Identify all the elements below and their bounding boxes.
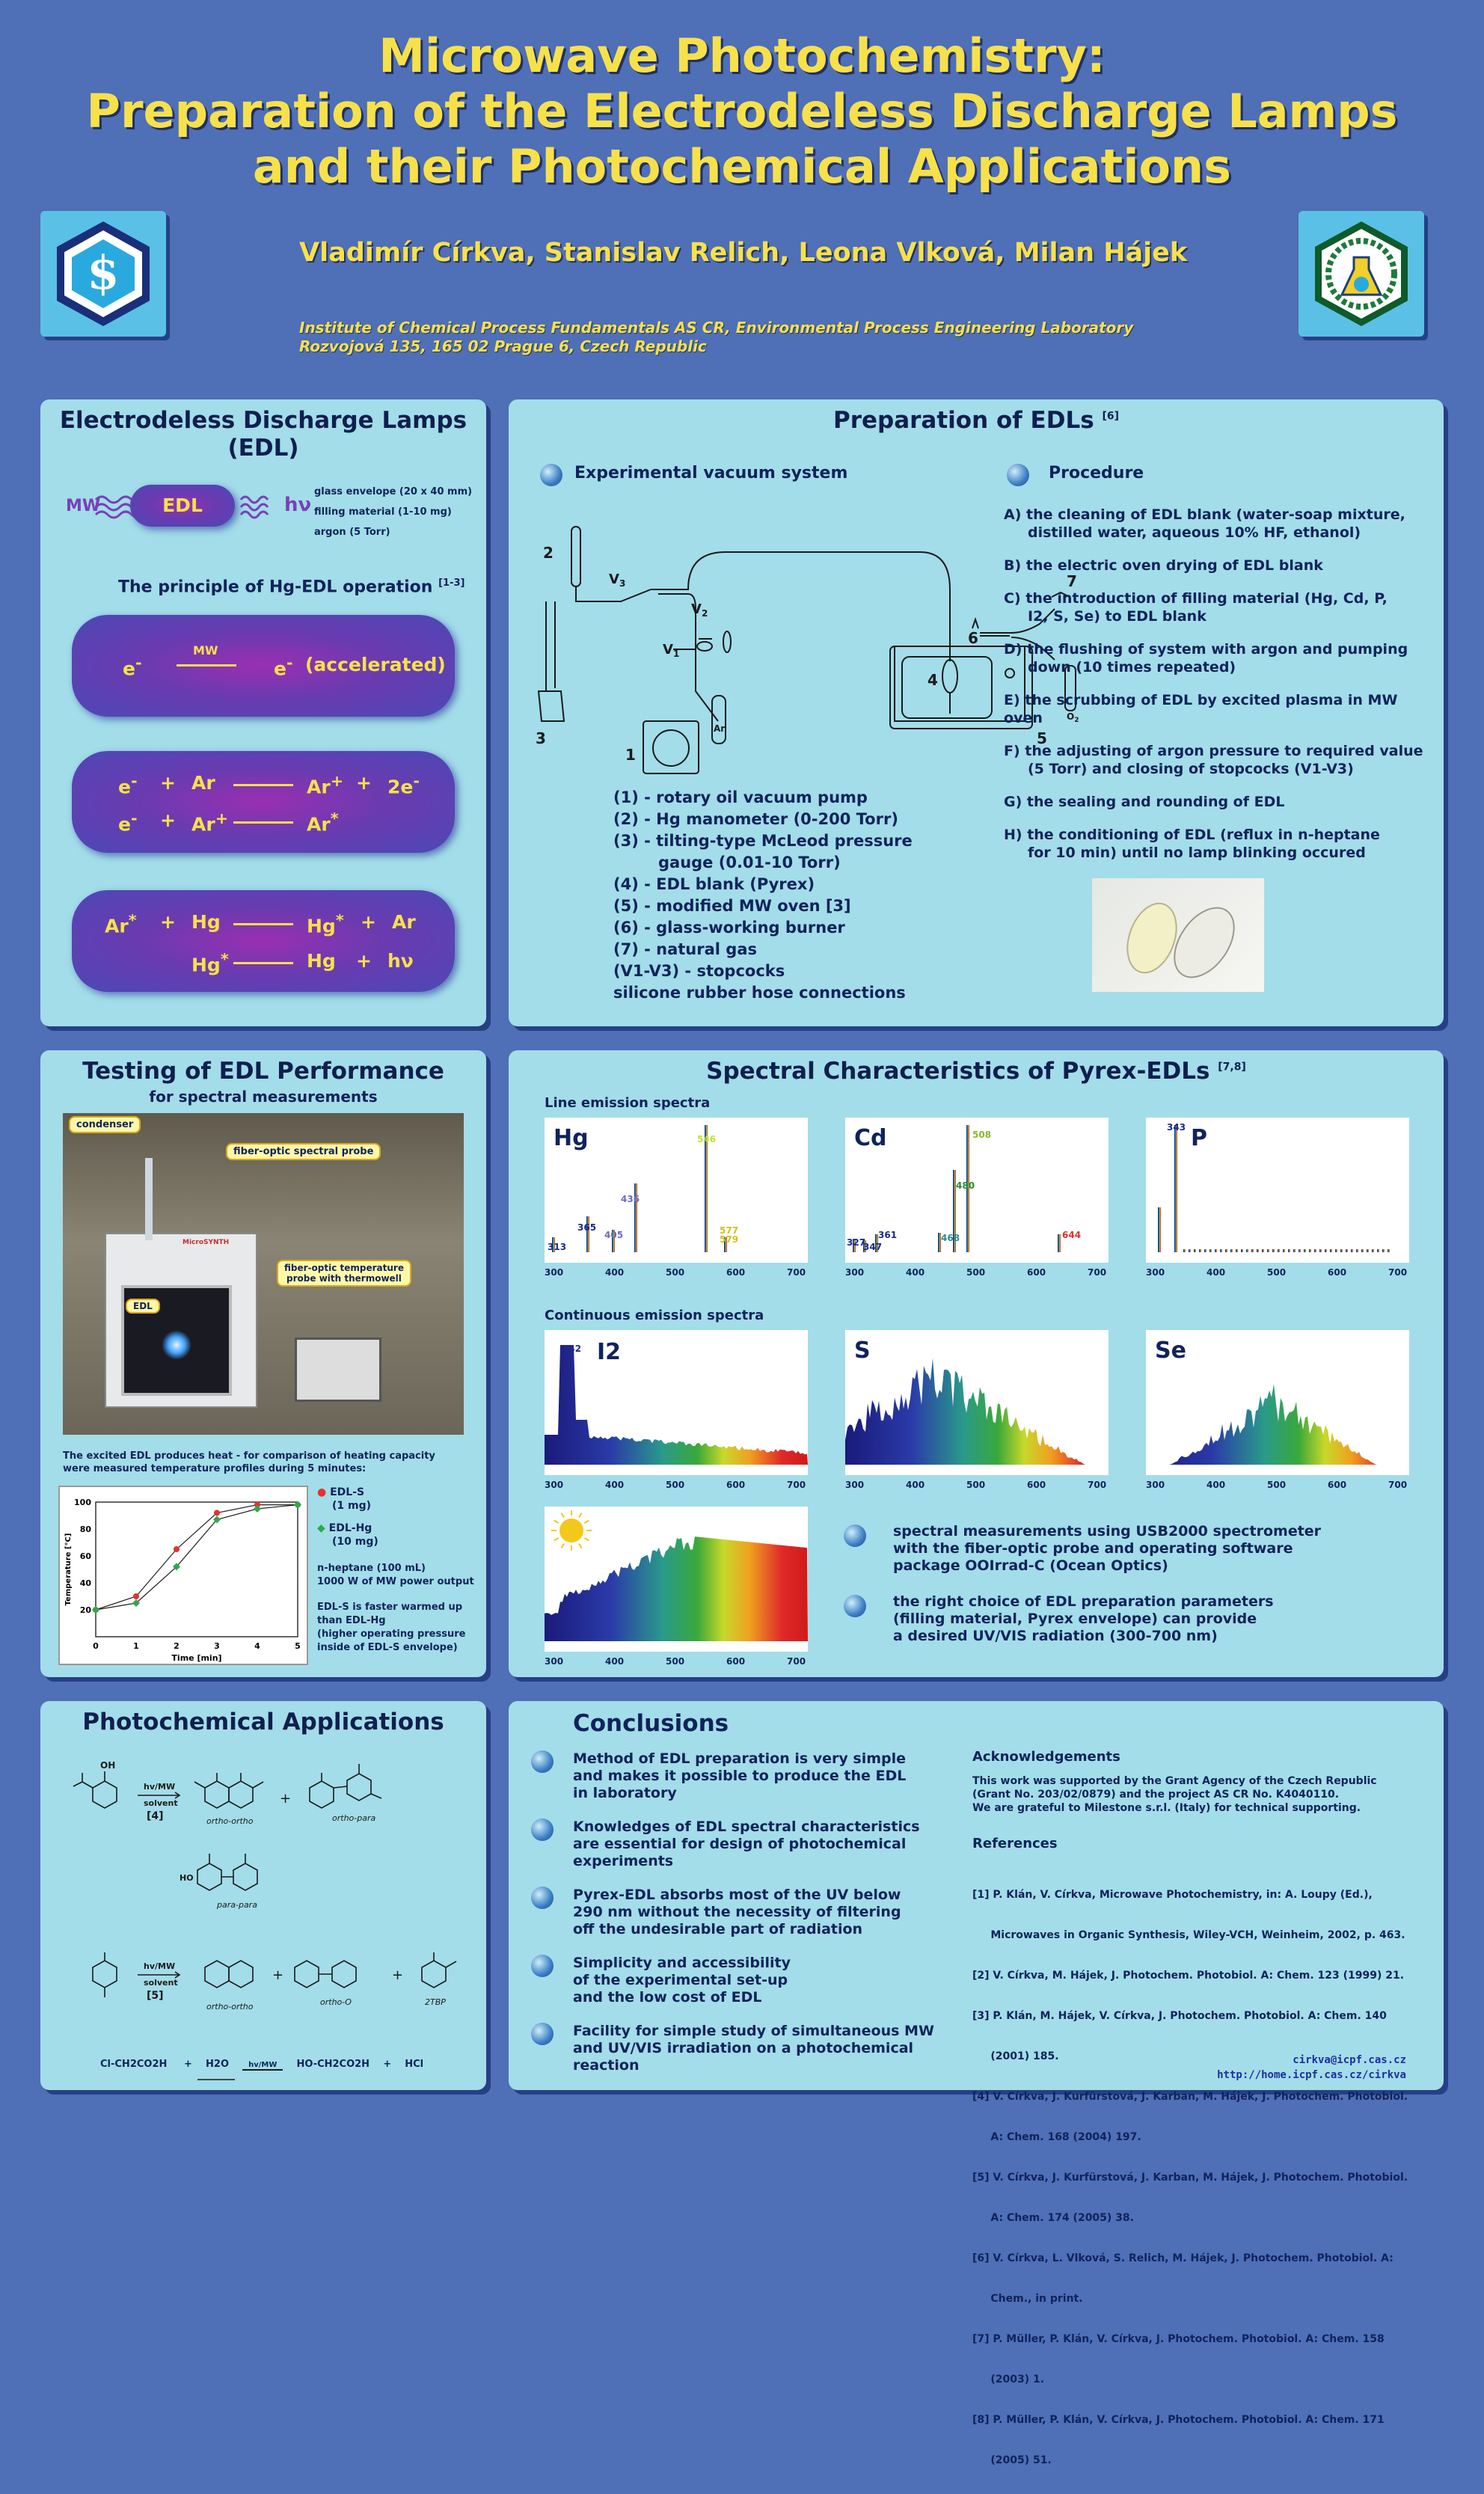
emission-peak (1058, 1234, 1061, 1252)
series-line (96, 1505, 298, 1610)
x-tick-label: 0 (93, 1641, 99, 1651)
photochem-title: Photochemical Applications (82, 1709, 444, 1735)
svg-text:ortho-para: ortho-para (332, 1813, 376, 1823)
edl-lamps-photo (1092, 878, 1264, 992)
bullet-icon (531, 2023, 554, 2045)
oven-brand: MicroSYNTH (183, 1239, 230, 1246)
x-tick-label: 600 (1027, 1267, 1046, 1278)
x-axis-ticks (1146, 1480, 1409, 1492)
edl-title: Electrodeless Discharge Lamps (EDL) (59, 407, 467, 462)
sun-ray (584, 1538, 589, 1541)
emission-peak (1174, 1125, 1177, 1252)
emission-peak (1314, 1249, 1316, 1252)
hv-label: hν (284, 494, 312, 516)
emission-peak (1361, 1249, 1364, 1252)
sun-icon (559, 1519, 583, 1542)
testing-title: Testing of EDL Performance (82, 1058, 444, 1085)
emission-peak (1158, 1207, 1161, 1252)
emission-peak (1330, 1249, 1332, 1252)
vac-title: Experimental vacuum system (574, 464, 848, 482)
peak-label: 313 (548, 1242, 567, 1252)
x-tick-label: 300 (1146, 1267, 1165, 1278)
peak-label: 436 (621, 1194, 640, 1204)
peak-label: 361 (878, 1230, 898, 1240)
sun-ray (562, 1513, 565, 1518)
svg-text:solvent: solvent (144, 1798, 178, 1808)
bullet-icon (531, 1819, 554, 1841)
emission-peak (1215, 1249, 1217, 1252)
spectral-note-2: the right choice of EDL preparation parameters (filling material, Pyrex envelope) can provide a desired UV/VIS radiation (300-700 nm) (893, 1593, 1274, 1644)
emission-peak (1272, 1249, 1275, 1252)
x-axis-label: Time [min] (171, 1653, 222, 1663)
y-tick-label: 40 (79, 1578, 91, 1588)
y-axis-label: Temperature [°C] (64, 1533, 73, 1606)
svg-text:V2: $V_2$ (691, 601, 708, 619)
continuous-spectra-heading: Continuous emission spectra (545, 1308, 764, 1323)
label-edl: EDL (126, 1299, 160, 1314)
svg-text:hv/MW: hv/MW (144, 1782, 176, 1792)
i2-label: I2 (597, 1339, 622, 1365)
svg-text:V3: $V_3$ (609, 572, 626, 589)
edl-lamp: EDL (130, 485, 235, 527)
prep-panel (509, 399, 1444, 1026)
emission-peak (1340, 1249, 1343, 1252)
emission-wave-icon (241, 492, 286, 522)
emission-peak (1351, 1249, 1353, 1252)
edl-panel (40, 399, 486, 1026)
data-point (92, 1606, 99, 1614)
sun-ray (584, 1521, 589, 1524)
x-tick-label: 700 (1088, 1267, 1107, 1278)
x-tick-label: 700 (1388, 1480, 1408, 1490)
svg-text:[5]: [5] (147, 1990, 164, 2002)
s-label: S (854, 1338, 871, 1364)
x-tick-label: 300 (845, 1480, 865, 1490)
x-tick-label: 500 (666, 1267, 685, 1278)
x-tick-label: 300 (1146, 1480, 1165, 1490)
emission-peak (1309, 1249, 1311, 1252)
conclusions-panel (509, 1701, 1444, 2466)
emission-peak (1225, 1249, 1227, 1252)
svg-text:3: 3 (536, 729, 546, 747)
photochem-panel (40, 1701, 486, 2090)
line-spectra-heading: Line emission spectra (545, 1095, 711, 1111)
x-tick-label: 600 (1328, 1267, 1347, 1278)
conclusions-title: Conclusions (573, 1710, 729, 1737)
y-tick-label: 20 (79, 1605, 91, 1615)
bullet-icon (844, 1595, 866, 1617)
x-tick-label: 5 (295, 1641, 301, 1651)
emission-peak (1388, 1249, 1390, 1252)
sun-spectrum (545, 1507, 808, 1652)
x-tick-label: 500 (666, 1480, 685, 1490)
refs-title: References (972, 1836, 1058, 1851)
spectral-panel (509, 1050, 1444, 1677)
emission-peak (1278, 1249, 1280, 1252)
x-tick-label: 300 (545, 1267, 564, 1278)
emission-peak (1325, 1249, 1327, 1252)
svg-text:[4]: [4] (147, 1810, 164, 1822)
peak-label: 579 (720, 1234, 739, 1245)
peak-label: 546 (697, 1134, 717, 1145)
emission-peak (1230, 1249, 1233, 1252)
sun-ray (554, 1521, 559, 1524)
svg-text:Ar: Ar (714, 723, 726, 734)
emission-peak (1283, 1249, 1285, 1252)
x-tick-label: 500 (966, 1267, 986, 1278)
svg-text:$: $ (87, 245, 120, 300)
spectral-title: Spectral Characteristics of Pyrex-EDLs [7,8] (706, 1058, 1246, 1085)
cd-label: Cd (854, 1125, 887, 1151)
oven-photo (63, 1113, 464, 1435)
email-link[interactable]: cirkva@icpf.cas.cz (1293, 2054, 1406, 2066)
reaction-2: e- + Ar Ar+ + 2e- e- + Ar+ Ar* (72, 751, 455, 853)
svg-text:4: 4 (927, 671, 938, 689)
peak-label: 342 (562, 1343, 582, 1354)
x-tick-label: 400 (1206, 1480, 1226, 1490)
sun-ray (579, 1513, 582, 1518)
emission-peak (1356, 1249, 1358, 1252)
x-tick-label: 700 (787, 1656, 806, 1667)
svg-text:ortho-O: ortho-O (320, 1997, 352, 2007)
institute: Institute of Chemical Process Fundamentals AS CR, Environmental Process Engineering Laboratory Rozvojová 135, 165 02 Prague 6, Czech Republic (299, 319, 1134, 355)
edl-specs: glass envelope (20 x 40 mm) filling material (1-10 mg) argon (5 Torr) (314, 486, 473, 538)
vacuum-legend: (1) - rotary oil vacuum pump (2) - Hg manometer (0-200 Torr) (3) - tilting-type McLeod pressure gauge (0.01-10 Torr) (4) - EDL blank (Pyrex) (5) - modified MW oven [3] (6) - glass-working burner (7) - natural gas (V1-V3) - stopcocks silicone rubber hose connections (613, 788, 913, 1002)
x-axis-ticks (1146, 1267, 1409, 1279)
emission-envelope (1146, 1384, 1409, 1465)
se-label: Se (1155, 1338, 1186, 1364)
proc-title: Procedure (1049, 464, 1144, 482)
equation-3: Cl-CH2CO2H + H2O hv/MW HO-CH2CO2H + HCl (100, 2059, 424, 2070)
svg-text:hv/MW: hv/MW (144, 1961, 176, 1971)
procedure-list: A) the cleaning of EDL blank (water-soap mixture, distilled water, aqueous 10% HF, ethanol) B) the electric oven drying of EDL blank C) the introduction of filling material (Hg, Cd, P, I2, S, Se) to EDL blank D) the flushing of system with argon and pumping down (10 times repeated) E) the scrubbing of EDL by excited plasma in MW oven F) the adjusting of argon pressure to required value (5 Torr) and closing of stopcocks (V1-V3) G) the sealing and rounding of EDL H) the conditioning of EDL (reflux in n-heptane for 10 min) until no lamp blinking occured (1004, 506, 1423, 861)
i2-spectrum (545, 1330, 808, 1475)
emission-peak (1288, 1249, 1290, 1252)
plot-frame (96, 1502, 298, 1637)
svg-text:+: + (392, 1967, 404, 1983)
hg-label: Hg (554, 1125, 589, 1151)
data-point (214, 1510, 220, 1516)
mw-label: MW (66, 497, 101, 515)
peak-label: 508 (972, 1130, 992, 1140)
emission-peak (1377, 1249, 1379, 1252)
svg-text:5: 5 (1037, 729, 1047, 747)
emission-peak (1298, 1249, 1301, 1252)
bullet-icon (531, 1955, 554, 1977)
testing-panel (40, 1050, 486, 1677)
x-tick-label: 600 (726, 1267, 746, 1278)
p-spectrum (1146, 1118, 1409, 1263)
x-tick-label: 1 (133, 1641, 139, 1651)
data-point (133, 1593, 139, 1599)
svg-text:ortho-ortho: ortho-ortho (206, 1816, 254, 1826)
x-tick-label: 600 (726, 1656, 746, 1667)
peak-label: 480 (956, 1180, 975, 1191)
reaction-1: e- MW e- (accelerated) (72, 615, 455, 717)
emission-peak (1304, 1249, 1306, 1252)
spectral-note-1: spectral measurements using USB2000 spectrometer with the fiber-optic probe and operating software package OOIrrad-C (Ocean Optics) (893, 1523, 1322, 1574)
svg-text:OH: OH (100, 1760, 116, 1771)
emission-peak (1209, 1249, 1212, 1252)
condenser-tube (145, 1158, 153, 1240)
emission-peak (1257, 1249, 1259, 1252)
x-tick-label: 500 (666, 1656, 685, 1667)
emission-envelope (845, 1358, 1109, 1465)
svg-text:2TBP: 2TBP (425, 1997, 446, 2007)
reaction-3: Ar* + Hg Hg* + Ar Hg* Hg + hν (72, 890, 455, 992)
y-tick-label: 60 (79, 1551, 91, 1561)
x-tick-label: 300 (545, 1656, 564, 1667)
y-tick-label: 100 (74, 1498, 91, 1507)
emission-peak (1194, 1249, 1196, 1252)
peak-label: 347 (863, 1242, 883, 1252)
emission-peak (1372, 1249, 1374, 1252)
peak-label: 644 (1062, 1230, 1082, 1240)
peak-label: 327 (847, 1237, 866, 1248)
reaction-schemes (48, 1743, 479, 2080)
x-tick-label: 400 (605, 1267, 625, 1278)
emission-peak (1236, 1249, 1238, 1252)
emission-peak (1335, 1249, 1337, 1252)
emission-envelope (545, 1536, 808, 1641)
bullet-icon (531, 1887, 554, 1909)
emission-peak (1293, 1249, 1296, 1252)
temperature-chart (58, 1486, 308, 1665)
emission-peak (1319, 1249, 1322, 1252)
svg-text:ortho-ortho: ortho-ortho (206, 2002, 254, 2012)
svg-text:V1: $V_1$ (663, 642, 680, 659)
s-spectrum (845, 1330, 1109, 1475)
svg-text:HO: HO (180, 1873, 194, 1883)
homepage-link[interactable]: http://home.icpf.cas.cz/cirkva (1217, 2069, 1406, 2081)
icpf-logo (40, 211, 166, 337)
svg-text:7: 7 (1067, 572, 1077, 590)
sun-ray (562, 1543, 565, 1548)
svg-text:+: + (280, 1791, 292, 1807)
emission-peak (1246, 1249, 1248, 1252)
poster-title: Microwave Photochemistry: Preparation of the Electrodeless Discharge Lamps and their Photochemical Applications (86, 28, 1398, 194)
x-tick-label: 300 (845, 1267, 865, 1278)
x-tick-label: 500 (1267, 1480, 1287, 1490)
emission-peak (1204, 1249, 1206, 1252)
bullet-icon (540, 464, 562, 486)
peak-label: 468 (941, 1233, 960, 1243)
x-tick-label: 700 (787, 1267, 806, 1278)
x-tick-label: 2 (174, 1641, 180, 1651)
svg-text:O2: $O_2$ (1067, 711, 1079, 724)
prep-title: Preparation of EDLs [6] (833, 407, 1119, 434)
svg-text:6: 6 (968, 629, 978, 647)
p-label: P (1191, 1125, 1207, 1151)
x-tick-label: 400 (605, 1480, 625, 1490)
emission-peak (1251, 1249, 1254, 1252)
emission-peak (1183, 1249, 1186, 1252)
emission-peak (1267, 1249, 1269, 1252)
svg-text:solvent: solvent (144, 1978, 178, 1988)
x-tick-label: 400 (906, 1267, 925, 1278)
conclusions-list: Method of EDL preparation is very simple and makes it possible to produce the EDL in laboratory Knowledges of EDL spectral characteristics are essential for design of photochemical experiments Pyrex-EDL absorbs most of the UV below 290 nm without the necessity of filtering off the undesirable part of radiation Simplicity and accessibility of the experimental set-up and the low cost of EDL Facility for simple study of simultaneous MW and UV/VIS irradiation on a photochemical reaction (531, 1750, 950, 2074)
authors: Vladimír Církva, Stanislav Relich, Leona Vlková, Milan Hájek (299, 238, 1188, 268)
sun-ray (579, 1543, 582, 1548)
x-tick-label: 600 (1328, 1480, 1347, 1490)
svg-text:para-para: para-para (217, 1900, 257, 1910)
x-tick-label: 4 (254, 1641, 260, 1651)
x-tick-label: 600 (1027, 1480, 1046, 1490)
x-tick-label: 700 (1088, 1480, 1107, 1490)
testing-subtitle: for spectral measurements (149, 1088, 378, 1106)
svg-text:1: 1 (625, 746, 636, 764)
x-tick-label: 3 (214, 1641, 220, 1651)
emission-peak (1346, 1249, 1348, 1252)
ack-title: Acknowledgements (972, 1749, 1120, 1765)
svg-text:2: 2 (543, 544, 554, 562)
x-tick-label: 400 (605, 1656, 625, 1667)
principle-heading: The principle of Hg-EDL operation [1-3] (118, 577, 465, 597)
x-tick-label: 500 (966, 1480, 986, 1490)
bullet-icon (1007, 464, 1029, 486)
references: [1] P. Klán, V. Církva, Microwave Photochemistry, in: A. Loupy (Ed.), Microwaves in Organic Synthesis, Wiley-VCH, Weinheim, 2002, p. 463. [2] V. Církva, M. Hájek, J. Photochem. Photobiol. A: Chem. 123 (1999) 21. [3] P. Klán, M. Hájek, V. Církva, J. Photochem. Photobiol. A: Chem. 140 (2001) 185. [4] V. Církva, J. Kurfürstová, J. Karban, M. Hájek, J. Photochem. Photobiol. A: Chem. 168 (2004) 197. [5] V. Církva, J. Kurfürstová, J. Karban, M. Hájek, J. Photochem. Photobiol. A: Chem. 174 (2005) 38. [6] V. Církva, L. Vlková, S. Relich, M. Hájek, J. Photochem. Photobiol. A: Chem., in print. [7] P. Müller, P. Klán, V. Církva, J. Photochem. Photobiol. A: Chem. 158 (2003) 1. [8] P. Müller, P. Klán, V. Církva, J. Photochem. Photobiol. A: Chem. 171 (2005) 51. (972, 1889, 1408, 2466)
x-tick-label: 600 (726, 1480, 746, 1490)
emission-peak (1241, 1249, 1243, 1252)
laptop-screen (295, 1338, 381, 1402)
emission-peak (1382, 1249, 1385, 1252)
x-axis-ticks (845, 1480, 1109, 1492)
x-tick-label: 400 (906, 1480, 925, 1490)
lab-logo (1298, 211, 1424, 337)
x-tick-label: 400 (1206, 1267, 1226, 1278)
x-axis-ticks (845, 1267, 1109, 1279)
x-axis-ticks (545, 1267, 808, 1279)
y-tick-label: 80 (79, 1525, 91, 1534)
sun-ray (554, 1538, 559, 1541)
x-tick-label: 500 (1267, 1267, 1287, 1278)
x-tick-label: 700 (787, 1480, 806, 1490)
emission-envelope (545, 1345, 808, 1465)
testing-caption: The excited EDL produces heat - for comparison of heating capacity were measured temperature profiles during 5 minutes: (63, 1450, 435, 1474)
label-temperature-probe: fiber-optic temperature probe with thermowell (277, 1260, 411, 1287)
label-spectral-probe: fiber-optic spectral probe (226, 1143, 381, 1160)
x-tick-label: 300 (545, 1480, 564, 1490)
x-axis-ticks (545, 1480, 808, 1492)
emission-peak (1189, 1249, 1191, 1252)
x-tick-label: 700 (1388, 1267, 1408, 1278)
peak-label: 343 (1167, 1122, 1186, 1133)
emission-peak (1367, 1249, 1369, 1252)
series-line (96, 1505, 298, 1610)
emission-peak (1262, 1249, 1264, 1252)
bullet-icon (844, 1525, 866, 1547)
chart-legend: ● EDL-S (1 mg) ◆ EDL-Hg (10 mg) n-heptane (100 mL) 1000 W of MW power output EDL-S is faster warmed up than EDL-Hg (higher operating pressure inside of EDL-S envelope) (317, 1486, 474, 1653)
bullet-icon (531, 1750, 554, 1773)
label-condenser: condenser (69, 1116, 141, 1133)
emission-peak (1199, 1249, 1201, 1252)
x-axis-ticks (545, 1656, 808, 1668)
data-point (174, 1546, 180, 1552)
emission-peak (1220, 1249, 1222, 1252)
acknowledgements: This work was supported by the Grant Agency of the Czech Republic (Grant No. 203/02/0879) and the project AS CR No. K4040110. We are grateful to Milestone s.r.l. (Italy) for technical supporting. (972, 1775, 1377, 1814)
svg-text:+: + (272, 1967, 284, 1983)
peak-label: 577 (720, 1225, 739, 1236)
peak-label: 365 (577, 1222, 597, 1233)
vacuum-system-diagram (531, 497, 1079, 781)
peak-label: 405 (604, 1230, 624, 1240)
